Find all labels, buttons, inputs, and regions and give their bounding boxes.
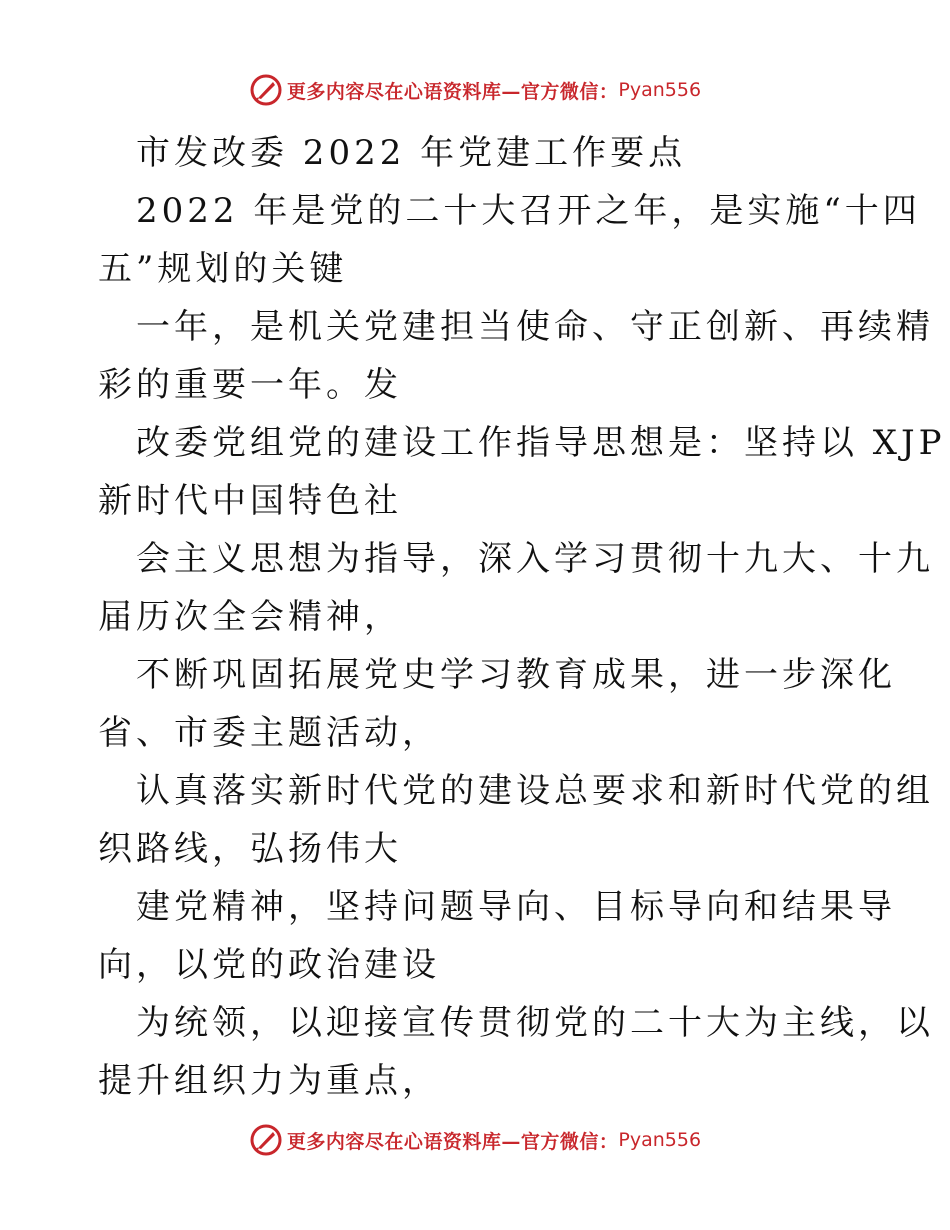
- doc-line: 五”规划的关键: [98, 249, 348, 289]
- doc-line: 市发改委 2022 年党建工作要点: [136, 133, 687, 173]
- doc-line: 建党精神，坚持问题导向、目标导向和结果导: [136, 887, 896, 927]
- doc-line: 届历次全会精神，: [98, 597, 402, 637]
- watermark-text: 更多内容尽在心语资料库—官方微信：: [286, 80, 619, 103]
- doc-line: 一年，是机关党建担当使命、守正创新、再续精: [136, 307, 934, 347]
- watermark-wechat-id: Pyan556: [618, 79, 702, 101]
- doc-line: 会主义思想为指导，深入学习贯彻十九大、十九: [136, 539, 934, 579]
- watermark-wechat-id: Pyan556: [618, 1129, 702, 1151]
- doc-line: 新时代中国特色社: [98, 481, 402, 521]
- doc-line: 织路线，弘扬伟大: [98, 829, 402, 869]
- doc-line: 不断巩固拓展党史学习教育成果，进一步深化: [136, 655, 896, 695]
- feather-pen-logo-icon: [249, 1123, 283, 1157]
- document-body: [98, 124, 946, 1110]
- doc-line: 彩的重要一年。发: [98, 365, 402, 405]
- doc-line: 改委党组党的建设工作指导思想是：坚持以 XJP: [136, 423, 946, 463]
- doc-line: 省、市委主题活动，: [98, 713, 440, 753]
- doc-line: 2022 年是党的二十大召开之年，是实施“十四: [136, 191, 921, 231]
- footer-watermark: [0, 1118, 950, 1162]
- doc-line: 为统领，以迎接宣传贯彻党的二十大为主线，以: [136, 1003, 934, 1043]
- doc-line: 提升组织力为重点，: [98, 1061, 440, 1101]
- doc-line: 认真落实新时代党的建设总要求和新时代党的组: [136, 771, 934, 811]
- watermark-text: 更多内容尽在心语资料库—官方微信：: [286, 1130, 619, 1153]
- doc-line: 向，以党的政治建设: [98, 945, 440, 985]
- feather-pen-logo-icon: [249, 73, 283, 107]
- header-watermark: [0, 68, 950, 112]
